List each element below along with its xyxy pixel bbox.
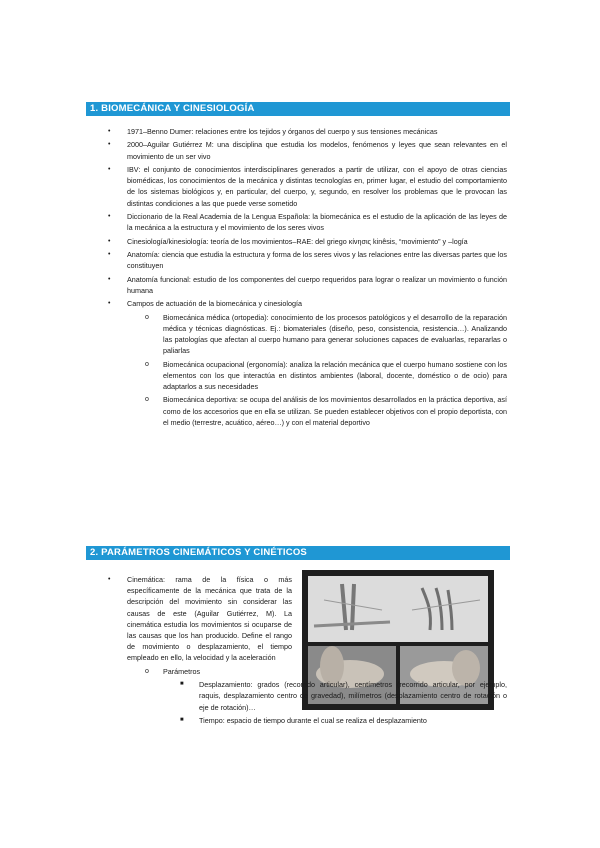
bullet: • — [108, 128, 111, 135]
bullet: o — [145, 396, 149, 404]
bullet: o — [145, 313, 149, 321]
list-item — [0, 211, 600, 233]
bullet: • — [108, 237, 111, 245]
sub-list-item-text: Biomecánica ocupacional (ergonomía): analiza la relación mecánica que el cuerpo humano sostiene con los elementos con los que interactúa en distintos ambientes (laboral, docente, doméstico o de ocio) para adaptarlos a sus necesidades — [163, 359, 508, 391]
list-item-text: Diccionario de la Real Academia de la Lengua Española: la biomecánica es el estudio de la aplicación de las leyes de la mecánica a la estructura y el movimiento de los seres vivos — [127, 211, 507, 233]
bullet: ■ — [180, 681, 184, 688]
sub-sub-list-item — [0, 715, 600, 726]
bullet: • — [108, 576, 111, 583]
list-item — [0, 126, 600, 137]
biomecanica-list — [0, 126, 600, 430]
list-item-text: Anatomía funcional: estudio de los componentes del cuerpo requeridos para lograr o realizar un movimiento o función humana — [127, 274, 507, 295]
list-item — [0, 274, 600, 296]
bullet: • — [108, 275, 111, 283]
parametros-label: Parámetros — [163, 666, 201, 676]
bullet: ■ — [180, 717, 184, 723]
bullet: • — [108, 165, 111, 173]
sub-list-item-text: Biomecánica médica (ortopedia): conocimiento de los procesos patológicos y el desarrollo de la reparación médica y técnicas diagnósticas. Ej.: biomateriales (diseño, peso, consistencia, resistencia…). Analizando las patologías que afectan al cuerpo humano para generar soluciones capaces de evaluarlas, repararlas o paliarlas — [163, 312, 507, 356]
sub-list-item — [0, 359, 600, 393]
sub-list-item — [0, 666, 600, 677]
sub-list-item-text: Biomecánica deportiva: se ocupa del análisis de los movimientos desarrollados en la práctica deportiva, así como de los accesorios que en ella se utilizan. Se pueden establecer objetivos con el propio deportista, con el medio (terrestre, acuático, aéreo…) y con el material deportivo — [163, 395, 507, 427]
list-item — [0, 139, 600, 161]
bullet: • — [108, 212, 111, 220]
list-item — [0, 298, 600, 309]
list-item — [0, 249, 600, 271]
sub-list-item — [0, 312, 600, 357]
sub-list-item — [0, 394, 600, 428]
list-item-text: IBV: el conjunto de conocimientos interdisciplinares generados a partir de utilizar, con el apoyo de otras ciencias biomédicas, los conocimientos de la mecánica y distintas tecnologías en, primer lugar, el estudio del comportamiento de los sistemas biológicos y, en particular, del cuerpo, y, segundo, en resolver los problemas que le provocan las distintas condiciones a las que puede verse sometido — [127, 164, 507, 208]
bullet: o — [145, 360, 149, 368]
section-heading-biomecanica: 1. BIOMECÁNICA Y CINESIOLOGÍA — [86, 102, 510, 116]
list-item-text: Cinesiología/kinesiología: teoría de los movimientos–RAE: del griego κίνησις kinêsis, “movimiento” y –logía — [127, 236, 468, 246]
sub-sub-list-item — [0, 679, 600, 713]
cinematica-text: Cinemática: rama de la física o más específicamente de la mecánica que trata de la descripción del movimiento sin considerar las causas de este (Aguilar Gutiérrez, M). La cinemática estudia los movimientos si ocuparse de las causas que los han producido. Define el rango de movimiento o desplazamiento, el tiempo empleado en ello, la velocidad y la aceleración — [127, 575, 292, 663]
list-item-text: 1971–Benno Dumer: relaciones entre los tejidos y órganos del cuerpo y sus tensiones mecánicas — [127, 127, 438, 136]
list-item-text: Campos de actuación de la biomecánica y cinesiología — [127, 299, 302, 309]
bullet: o — [145, 667, 149, 675]
bullet: • — [108, 141, 111, 149]
parametro-text: Tiempo: espacio de tiempo durante el cual se realiza el desplazamiento — [199, 716, 427, 725]
bullet: • — [108, 250, 111, 258]
list-item-text: Anatomía: ciencia que estudia la estructura y forma de los seres vivos y las relaciones entre las diversas partes que los constituyen — [127, 249, 507, 271]
parametros-list — [0, 574, 600, 728]
list-item — [0, 574, 600, 664]
parametro-text: Desplazamiento: grados (recorrido articular), centímetros (recorrido articular, por ejemplo, raquis, desplazamiento centro de gravedad), milímetros (desplazamiento centro de rotación o eje de rotación)… — [199, 680, 507, 712]
list-item — [0, 164, 600, 209]
list-item-text: 2000–Aguilar Gutiérrez M: una disciplina que estudia los modelos, fenómenos y leyes que sean relevantes en el movimiento de un ser vivo — [127, 140, 507, 161]
section-heading-parametros: 2. PARÁMETROS CINEMÁTICOS Y CINÉTICOS — [86, 546, 510, 560]
list-item — [0, 236, 600, 247]
bullet: • — [108, 300, 111, 308]
